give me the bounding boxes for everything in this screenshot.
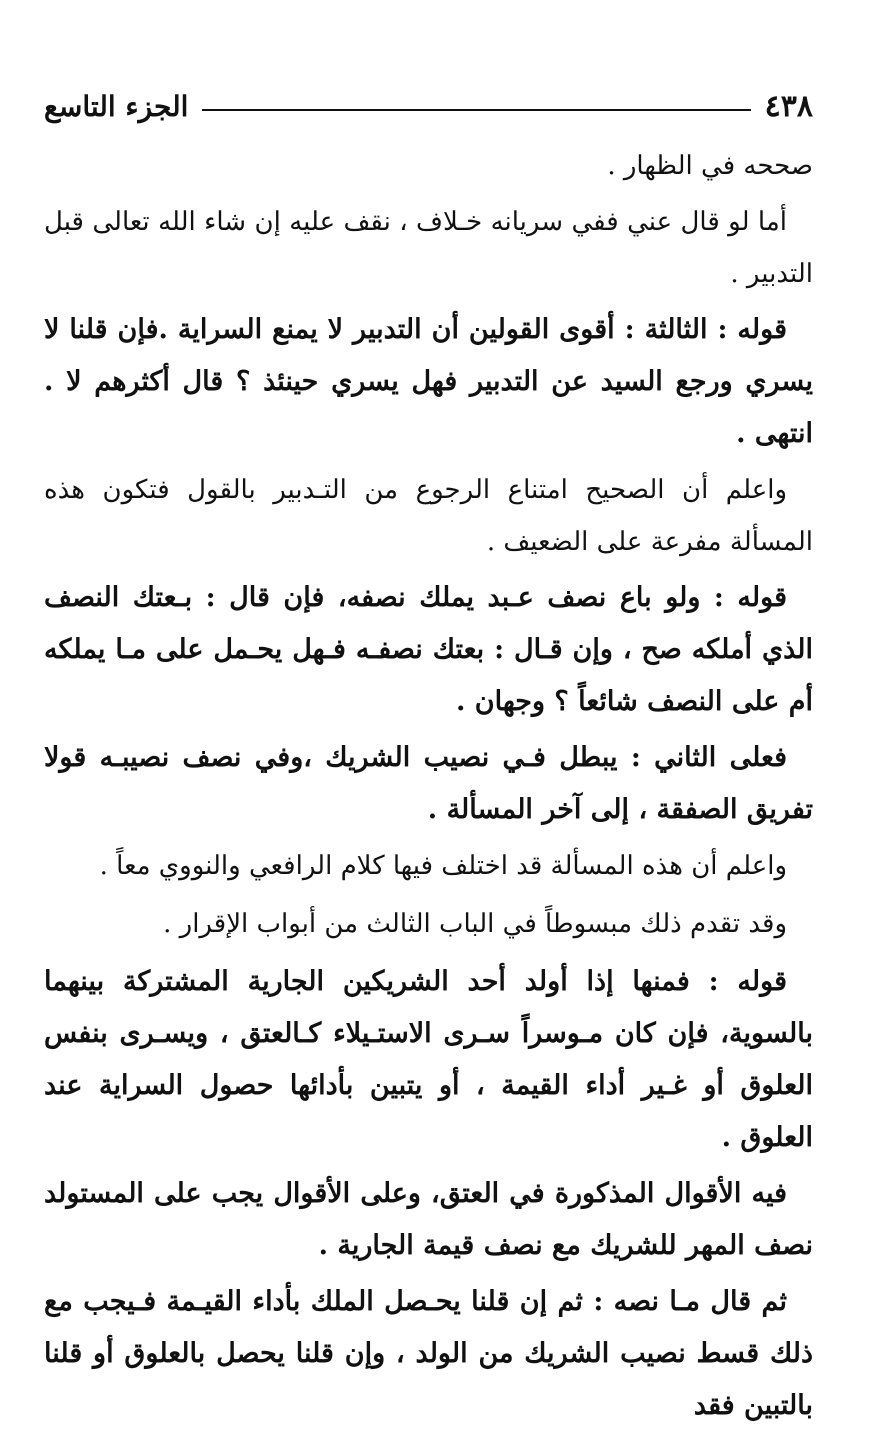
paragraph: واعلم أن الصحيح امتناع الرجوع من التـدبير بالقول فتكون هذه المسألة مفرعة على الضعيف . (44, 475, 813, 557)
paragraph: وقد تقدم ذلك مبسوطاً في الباب الثالث من أبواب الإقرار . (163, 909, 787, 939)
paragraph: أما لو قال عني ففي سريانه خـلاف ، نقف عليه إن شاء الله تعالى قبل التدبير . (44, 207, 813, 289)
paragraph: قوله : الثالثة : أقوى القولين أن التدبير لا يمنع السراية .فإن قلنا لا يسري ورجع السيد عن التدبير فهل يسري حينئذ ؟ قال أكثرهم لا . انتهى . (44, 314, 813, 449)
paragraph: واعلم أن هذه المسألة قد اختلف فيها كلام الرافعي والنووي معاً . (99, 851, 787, 881)
paragraph: صححه في الظهار . (607, 151, 813, 181)
header-rule (202, 109, 750, 111)
paragraph: قوله : فمنها إذا أولد أحد الشريكين الجارية المشتركة بينهما بالسوية، فإن كان مـوسراً سـرى الاستـيلاء كـالعتق ، ويسـرى بنفس العلوق أو غـير أداء القيمة ، أو يتبين بأدائها حصول السراية عند العلوق . (44, 966, 814, 1153)
paragraph: فيه الأقوال المذكورة في العتق، وعلى الأقوال يجب على المستولد نصف المهر للشريك مع نصف قيمة الجارية . (44, 1178, 813, 1261)
paragraph: فعلى الثاني : يبطل فـي نصيب الشريك ،وفي نصف نصيبـه قولا تفريق الصفقة ، إلى آخر المسألة . (44, 742, 813, 825)
page-header (44, 78, 813, 134)
page-number: ٤٣٨ (764, 88, 813, 124)
volume-title: الجزء التاسع (44, 89, 189, 123)
paragraph: قوله : ولو باع نصف عـبد يملك نصفه، فإن قال : بـعتك النصف الذي أملكه صح ، وإن قـال : بعتك نصفـه فـهل يحـمل على مـا يملكه أم على النصف شائعاً ؟ وجهان . (44, 582, 813, 717)
body-text (44, 140, 813, 1432)
paragraph: ثم قال مـا نصه : ثم إن قلنا يحـصل الملك بأداء القيـمة فـيجب مع ذلك قسط نصيب الشريك من الولد ، وإن قلنا يحصل بالعلوق أو قلنا بالتبين فقد (44, 1286, 813, 1421)
